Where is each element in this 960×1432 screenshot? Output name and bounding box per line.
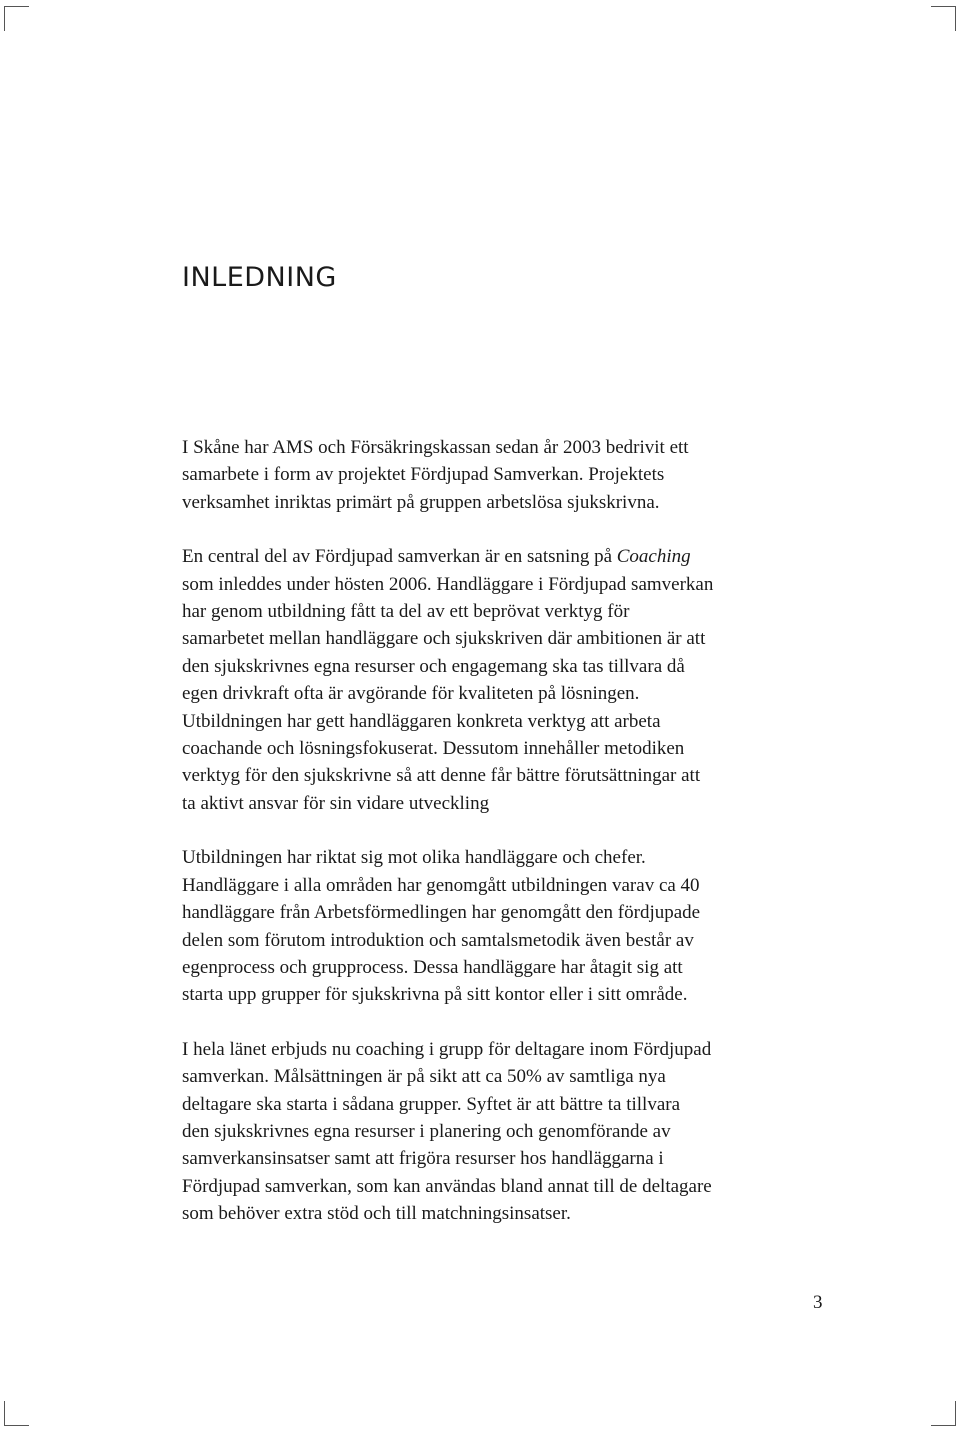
page-number: 3 [813, 1292, 823, 1313]
crop-mark-top-left [4, 6, 29, 31]
body-text [182, 434, 842, 1228]
text-line: ta aktivt ansvar för sin vidare utveckling [182, 792, 490, 814]
text-line: delen som förutom introduktion och samtalsmetodik även består av [182, 929, 694, 951]
paragraph-3 [182, 844, 842, 1008]
text-line: Fördjupad samverkan, som kan användas bland annat till de deltagare [182, 1175, 712, 1197]
text-line: verksamhet inriktas primärt på gruppen arbetslösa sjukskrivna. [182, 491, 660, 513]
text-line: egenprocess och grupprocess. Dessa handläggare har åtagit sig att [182, 956, 683, 978]
text-line: Utbildningen har gett handläggaren konkreta verktyg att arbeta [182, 710, 661, 732]
paragraph-1 [182, 434, 842, 516]
text-line: I hela länet erbjuds nu coaching i grupp för deltagare inom Fördjupad [182, 1038, 712, 1060]
text-line: I Skåne har AMS och Försäkringskassan sedan år 2003 bedrivit ett [182, 437, 689, 458]
paragraph-4 [182, 1036, 842, 1228]
text-line: verktyg för den sjukskrivne så att denne får bättre förutsättningar att [182, 765, 701, 787]
text-line: samarbetet mellan handläggare och sjukskriven där ambitionen är att [182, 628, 706, 650]
text-line [182, 543, 842, 570]
text-line: handläggare från Arbetsförmedlingen har genomgått den fördjupade [182, 902, 701, 924]
paragraph-2 [182, 543, 842, 817]
text-line: samverkansinsatser samt att frigöra resurser hos handläggarna i [182, 1148, 664, 1170]
page-heading: INLEDNING [182, 262, 337, 293]
text-line: har genom utbildning fått ta del av ett beprövat verktyg för [182, 601, 630, 623]
text-segment: En central del av Fördjupad samverkan är en satsning på [182, 546, 617, 568]
text-line: Utbildningen har riktat sig mot olika handläggare och chefer. [182, 847, 646, 869]
text-line: som behöver extra stöd och till matchningsinsatser. [182, 1203, 571, 1225]
text-line: coachande och lösningsfokuserat. Dessutom innehåller metodiken [182, 738, 685, 760]
text-line: deltagare ska starta i sådana grupper. Syftet är att bättre ta tillvara [182, 1093, 681, 1115]
crop-mark-bottom-left [4, 1401, 29, 1426]
crop-mark-bottom-right [931, 1401, 956, 1426]
text-line: den sjukskrivnes egna resurser i planering och genomförande av [182, 1120, 671, 1142]
text-line: som inleddes under hösten 2006. Handläggare i Fördjupad samverkan [182, 573, 714, 595]
text-line: starta upp grupper för sjukskrivna på sitt kontor eller i sitt område. [182, 984, 688, 1006]
text-line: samarbete i form av projektet Fördjupad Samverkan. Projektets [182, 464, 665, 486]
crop-mark-top-right [931, 6, 956, 31]
text-line: den sjukskrivnes egna resurser och engagemang ska tas tillvara då [182, 655, 685, 677]
text-line: Handläggare i alla områden har genomgått utbildningen varav ca 40 [182, 874, 700, 896]
text-line: egen drivkraft ofta är avgörande för kvaliteten på lösningen. [182, 683, 640, 705]
emphasis-coaching: Coaching [616, 546, 691, 568]
text-line: samverkan. Målsättningen är på sikt att ca 50% av samtliga nya [182, 1066, 666, 1088]
